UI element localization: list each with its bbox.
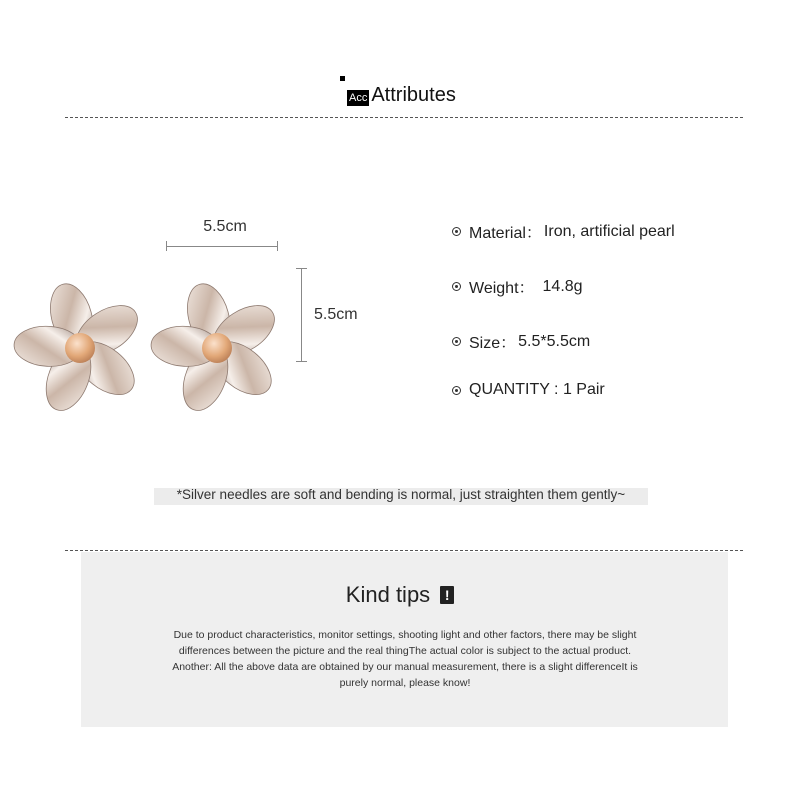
attribute-material [452,220,675,243]
exclamation-icon: ! [440,586,454,604]
tips-line: differences between the picture and the real thingThe actual color is subject to the actual product. [178,645,632,657]
page-title: Attributes [371,84,456,106]
attribute-size [452,330,590,353]
bullet-icon [452,386,461,395]
height-dimension-line [301,268,302,362]
attribute-quantity [452,381,605,399]
height-dimension-tick-bottom [296,361,307,362]
care-note: *Silver needles are soft and bending is normal, just straighten them gently~ [176,487,626,502]
tips-line: Due to product characteristics, monitor settings, shooting light and other factors, there may be slight [173,629,637,641]
width-dimension-label: 5.5cm [203,218,247,235]
tips-body [115,627,695,691]
height-dimension-label: 5.5cm [314,306,358,323]
pearl-right [202,333,232,363]
earring-left [13,279,146,417]
bullet-icon [452,227,461,236]
attribute-label: Weight： [469,280,535,297]
width-dimension-tick-left [166,241,167,251]
title-marker [340,76,345,81]
attribute-label: Size： [469,335,517,352]
tips-line: Another: All the above data are obtained by our manual measurement, there is a slight differenceIt is [172,661,638,673]
top-divider [65,117,743,118]
tips-line: purely normal, please know! [339,677,471,689]
attribute-value: 5.5*5.5cm [518,332,591,350]
tips-title: Kind tips [345,582,431,607]
title-badge: Acc [349,92,368,104]
attribute-weight [452,275,583,298]
bullet-icon [452,282,461,291]
bullet-icon [452,337,461,346]
height-dimension-tick-top [296,268,307,269]
attribute-value: Iron, artificial pearl [543,222,675,240]
width-dimension-line [166,246,278,247]
section-title [340,76,456,106]
attribute-label: QUANTITY : 1 Pair [469,381,605,398]
earring-right [150,279,283,417]
pearl-left [65,333,95,363]
attribute-value: 14.8g [542,277,583,295]
attribute-label: Material： [469,225,542,242]
width-dimension-tick-right [277,241,278,251]
product-image [0,270,300,420]
bottom-divider [65,550,743,551]
tips-header [0,582,800,608]
